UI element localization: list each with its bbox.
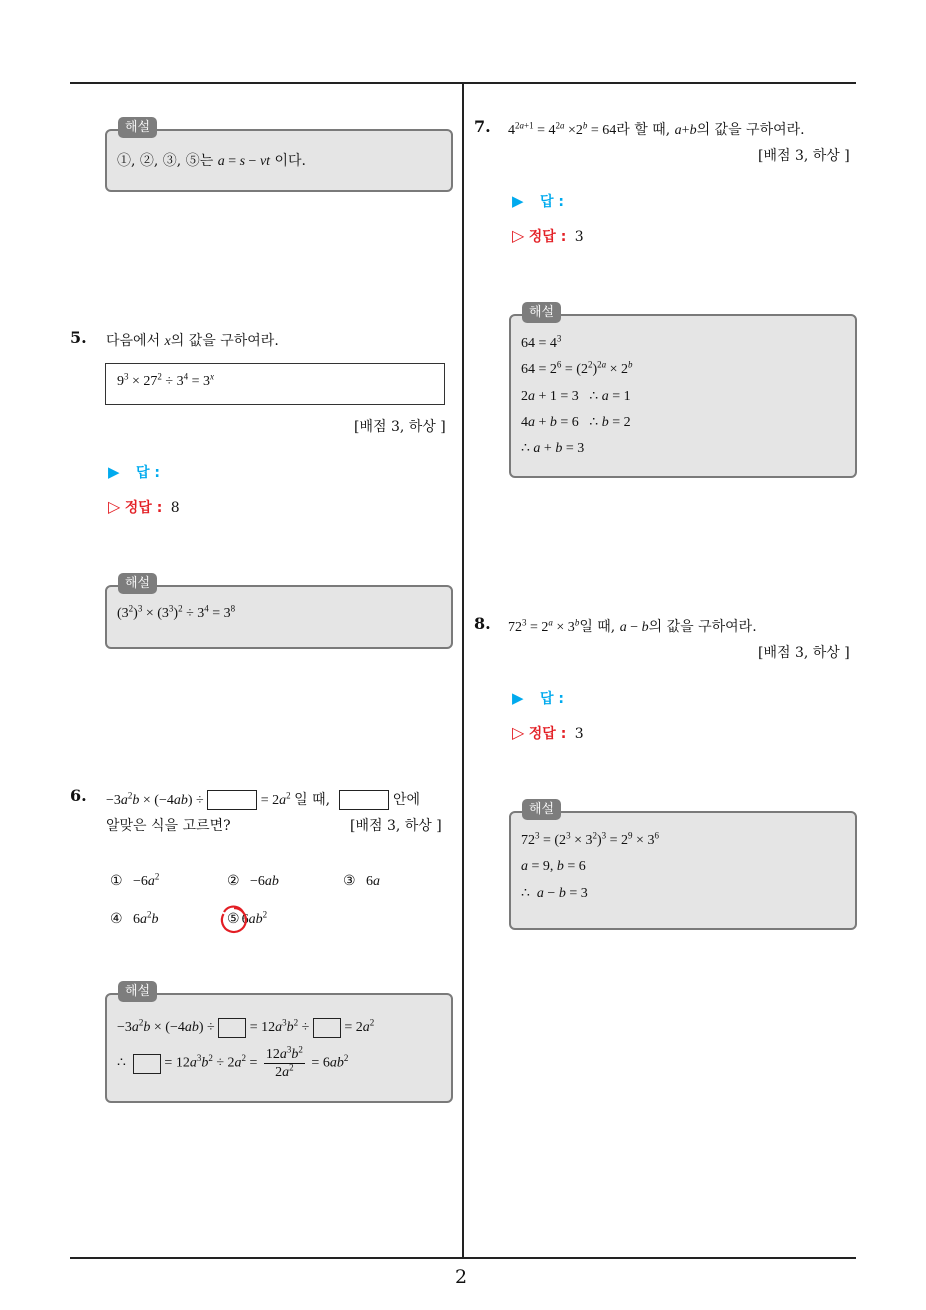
q7-solution-line4: 4a + b = 6 ∴ b = 2 <box>521 415 631 430</box>
q7-expr: a <box>674 123 682 138</box>
q6-solution-blank-3 <box>133 1054 161 1074</box>
q7-expr-b: b <box>689 123 697 138</box>
q6-option-4-value: $6a^2b$ <box>133 909 159 927</box>
q6-option-5-mark: ⑤ <box>227 911 240 927</box>
q8-solution-line1: $72^3 = (2^3 \times 3^2)^3 = 2^9 \times 3^6$ <box>521 830 659 848</box>
q8-correct-arrow-icon: ▷ <box>512 723 525 742</box>
q7-text-post: 의 값을 구하여라. <box>696 122 805 138</box>
q4-solution-line <box>117 150 306 170</box>
q8-answer-arrow-icon: ▶ <box>512 689 524 707</box>
q5-text-pre: 다음에서 <box>106 333 165 349</box>
q7-solution-line2: $64 = 2^6 = (2^2)^{2a} \times 2^b$ <box>521 359 633 377</box>
q5-number: 5. <box>70 328 87 347</box>
q8-question-text <box>508 616 757 636</box>
q5-solution-line: $(3^2)^3 \times (3^3)^2 \div 3^4 = 3^8$ <box>117 603 236 621</box>
q6-option-4-mark: ④ <box>110 911 123 927</box>
q8-solution-line3: ∴ a − b = 3 <box>521 886 588 901</box>
q6-option-1-mark: ① <box>110 873 123 889</box>
q8-text-post: 의 값을 구하여라. <box>648 619 757 635</box>
q6-question-line1 <box>106 789 420 810</box>
q6-number: 6. <box>70 786 87 805</box>
q7-equation: $4^{2a+1} = 4^{2a} \times 2^b = 64$ <box>508 120 617 138</box>
q6-blank-box <box>207 790 257 810</box>
q6-option-3[interactable] <box>343 873 380 890</box>
q5-question-text <box>106 330 279 350</box>
q5-correct-row <box>108 497 180 517</box>
q7-correct-label: 정답 : <box>528 229 567 245</box>
q6-solution-blank-2 <box>313 1018 341 1038</box>
q8-number: 8. <box>474 614 491 633</box>
q6-result: = $2a^2$ <box>257 790 291 808</box>
q7-text-mid: 라 할 때, <box>616 122 675 138</box>
q7-solution-line5: ∴ a + b = 3 <box>521 441 585 456</box>
q5-solution-tag: 해설 <box>118 573 157 594</box>
q8-solution-line2: a = 9, b = 6 <box>521 859 586 874</box>
q7-solution-line3: 2a + 1 = 3 ∴ a = 1 <box>521 389 631 404</box>
q8-answer-row <box>512 688 564 708</box>
q6-text-mid1: 일 때, <box>294 792 331 808</box>
q5-equation: $9^3 \times 27^2 \div 3^4 = 3^x$ <box>117 371 214 389</box>
q8-answer-label: 답 : <box>540 691 564 707</box>
q4-solution-text-pre: ①, ②, ③, ⑤는 <box>117 153 218 169</box>
q6-option-3-mark: ③ <box>343 873 356 889</box>
q7-expr-plus: + <box>681 123 690 138</box>
q8-correct-value: 3 <box>574 726 584 742</box>
q6-solution-tag: 해설 <box>118 981 157 1002</box>
q6-meta: [배점 3, 하상 ] <box>350 818 442 834</box>
q6-option-2[interactable] <box>227 873 279 890</box>
q7-number: 7. <box>474 117 491 136</box>
q5-text-post: 의 값을 구하여라. <box>170 333 279 349</box>
q7-correct-value: 3 <box>574 229 584 245</box>
q5-meta: [배점 3, 하상 ] <box>354 419 446 435</box>
q6-option-2-mark: ② <box>227 873 240 889</box>
q6-option-4[interactable] <box>110 911 159 928</box>
q8-meta: [배점 3, 하상 ] <box>758 645 850 661</box>
q8-correct-row <box>512 723 584 743</box>
q6-option-1[interactable] <box>110 873 159 890</box>
q7-meta: [배점 3, 하상 ] <box>758 148 850 164</box>
q6-expression: $-3a^2b \times (-4ab)$ ÷ <box>106 790 208 808</box>
q8-text-mid: 일 때, <box>579 619 620 635</box>
q8-correct-label: 정답 : <box>528 726 567 742</box>
bottom-rule <box>70 1257 856 1259</box>
q7-answer-label: 답 : <box>540 194 564 210</box>
page-number: 2 <box>455 1266 468 1288</box>
column-divider <box>462 84 464 1258</box>
q5-var-x: x <box>164 334 171 349</box>
q6-option-3-value: 6a <box>366 874 381 889</box>
q4-solution-text-post: 이다. <box>270 153 307 169</box>
q5-correct-value: 8 <box>170 500 180 516</box>
q7-solution-line1: $64 = 4^3$ <box>521 333 562 351</box>
q6-solution-blank-1 <box>218 1018 246 1038</box>
q5-answer-row <box>108 462 160 482</box>
q5-answer-arrow-icon: ▶ <box>108 463 120 481</box>
q5-correct-label: 정답 : <box>124 500 163 516</box>
q5-correct-arrow-icon: ▷ <box>108 497 121 516</box>
q6-option-2-value: −6ab <box>250 874 279 889</box>
q4-formula: a = s − vt <box>217 154 271 169</box>
q6-option-1-value: $-6a^2$ <box>133 871 160 889</box>
q4-solution-tag: 해설 <box>118 117 157 138</box>
q6-option-5-value: $6ab^2$ <box>241 909 268 927</box>
q6-solution-line1: $-3a^2b \times (-4ab)$ ÷ = $12a^3b^2$ ÷ = $2a^2$ <box>117 1018 374 1038</box>
q8-equation: $72^3 = 2^a \times 3^b$ <box>508 617 580 635</box>
q7-answer-row <box>512 191 564 211</box>
q7-correct-arrow-icon: ▷ <box>512 226 525 245</box>
q7-question-text <box>508 119 805 139</box>
q6-solution-line2: ∴ = $12a^3b^2 \div 2a^2$ = $\frac{12a^3b^2}{2a^2}$ = $6ab^2$ <box>117 1044 349 1080</box>
q7-solution-tag: 해설 <box>522 302 561 323</box>
q7-answer-arrow-icon: ▶ <box>512 192 524 210</box>
q6-text-mid2: 안에 <box>392 792 421 808</box>
q6-selected-circle-icon <box>219 905 249 935</box>
q6-blank-box-2 <box>339 790 389 810</box>
q6-solution-fraction: $\frac{12a^3b^2}{2a^2}$ <box>265 1044 303 1080</box>
q8-expr: a − b <box>619 620 649 635</box>
q5-answer-label: 답 : <box>136 465 160 481</box>
q8-solution-tag: 해설 <box>522 799 561 820</box>
q7-correct-row <box>512 226 584 246</box>
q6-question-line2: 알맞은 식을 고르면? <box>106 818 231 834</box>
